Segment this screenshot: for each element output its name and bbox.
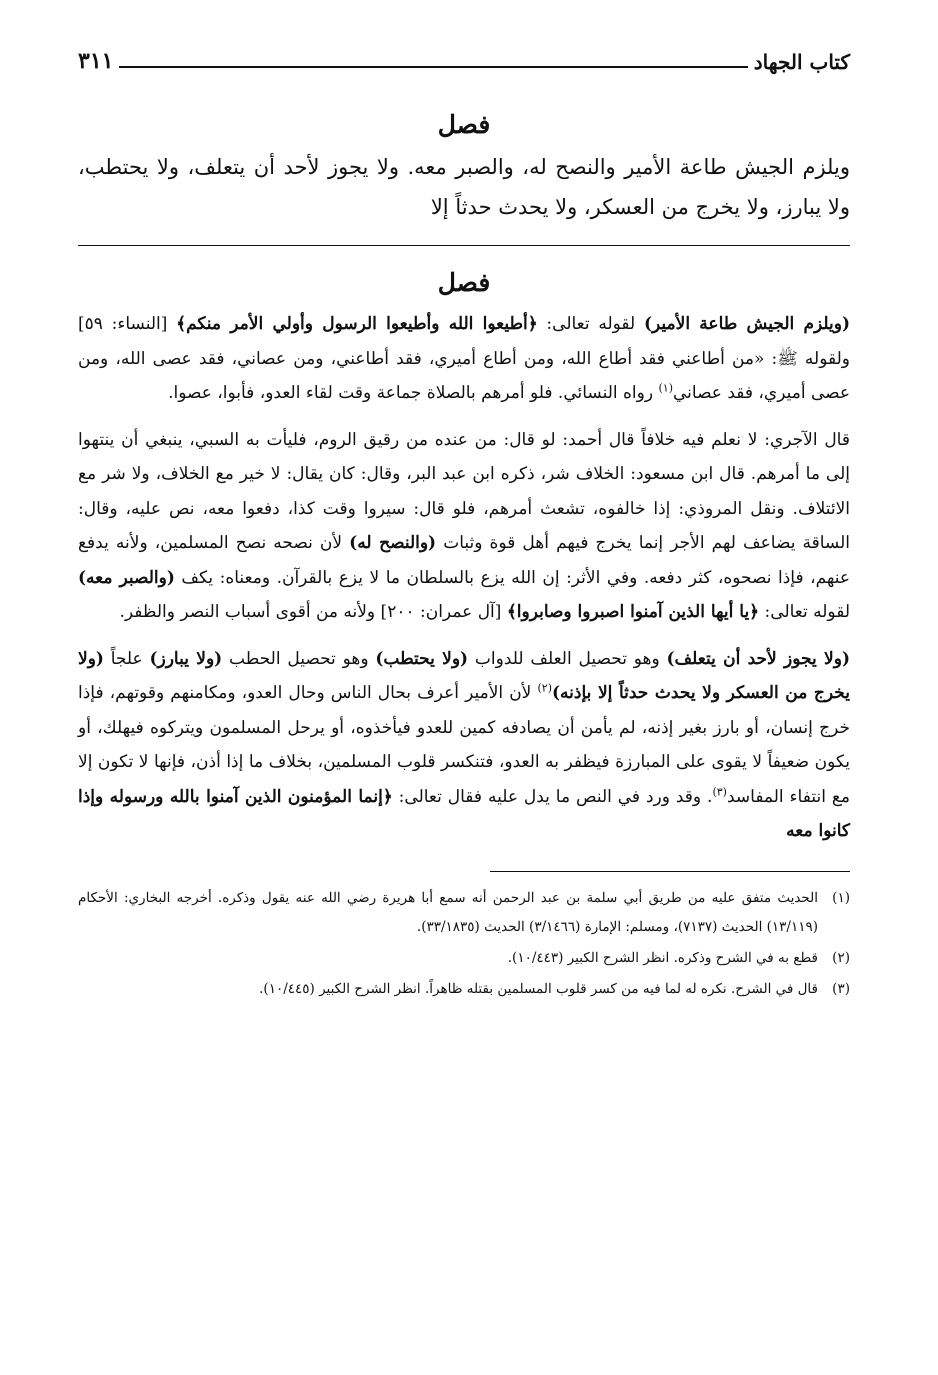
quoted-matn: (ولا يبارز) [149, 648, 223, 669]
commentary-text: وهو تحصيل العلف للدواب [468, 648, 667, 669]
footnote-number: (٢) [832, 949, 850, 966]
quoted-matn: (والصبر معه) [78, 567, 175, 588]
commentary-text: لقوله تعالى: [537, 314, 644, 334]
footnote-text: قطع به في الشرح وذكره. انظر الشرح الكبير (١٠/٤٤٣). [507, 949, 818, 966]
quoted-matn: (ولا يجوز لأحد أن يتعلف) [666, 648, 850, 669]
footnote-ref[interactable]: (١) [658, 381, 673, 395]
footnote-text: الحديث متفق عليه من طريق أبي سلمة بن عبد الرحمن أنه سمع أبا هريرة رضي الله عنه يقول وذكره. أخرجه البخاري: الأحكام (١٣/١١٩) الحديث (٧١٣٧)، ومسلم: الإمارة (٣/١٤٦٦) الحديث (٣٣/١٨٣٥). [78, 889, 818, 935]
footnote-divider [490, 871, 850, 872]
commentary-text: [النساء: ٥٩] ولقوله ﷺ: «من أطاعني فقد أطاع الله، ومن أطاع أميري، فقد أطاعني، ومن عصاني، فقد عصى الله، ومن عصى أميري، فقد عصاني [78, 314, 850, 403]
quoted-matn: (ولا يحتطب) [375, 648, 469, 669]
footnote-item [78, 975, 850, 1004]
commentary-text: لقوله تعالى: [759, 602, 850, 622]
footnote-text: قال في الشرح. نكره له لما فيه من كسر قلوب المسلمين بقتله ظاهراً. انظر الشرح الكبير (١٠/٤٤٥). [259, 980, 818, 997]
commentary-text: [آل عمران: ٢٠٠] ولأنه من أقوى أسباب النصر والظفر. [119, 602, 507, 622]
quran-verse: ﴿يا أيها الذين آمنوا اصبروا وصابروا﴾ [506, 602, 760, 622]
sharh-heading: فصل [437, 268, 491, 297]
footnote-number: (١) [832, 889, 850, 906]
commentary-text: علجاً [103, 648, 150, 669]
quoted-matn: (ويلزم الجيش طاعة الأمير) [643, 314, 850, 334]
quoted-matn: (ولا يخرج من العسكر ولا يحدث حدثاً إلا بإذنه) [78, 648, 850, 703]
footnote-item [78, 944, 850, 973]
footnote-item [78, 884, 850, 942]
header-rule [119, 66, 747, 68]
sharh-paragraph-2 [78, 423, 850, 630]
sharh-paragraph-3 [78, 642, 850, 849]
quoted-matn: (والنصح له) [349, 533, 437, 553]
commentary-text: رواه النسائي. فلو أمرهم بالصلاة جماعة وقت لقاء العدو، فأبوا، عصوا. [168, 383, 659, 403]
footnote-number: (٣) [832, 980, 850, 997]
matn-divider [78, 245, 850, 246]
footnote-ref[interactable]: (٢) [537, 681, 552, 695]
running-header [78, 40, 850, 74]
sharh-paragraph-1 [78, 307, 850, 411]
commentary-text: . وقد ورد في النص ما يدل عليه فقال تعالى: [392, 786, 713, 807]
footnote-ref[interactable]: (٣) [712, 784, 727, 798]
commentary-text: لأن الأمير أعرف بحال الناس وحال العدو، ومكامنهم وقوتهم، فإذا خرج إنسان، أو بارز بغير إذنه، لم يأمن أن يصادفه كمين للعدو فيأخذوه، أو يرحل المسلمون ويتركوه فيهلك، أو يكون ضعيفاً لا يقوى على المبارزة فيظفر به العدو، فتنكسر قلوب المسلمين، بخلاف ما إذا أذن، فإنها لا تكون إلا مع انتفاء المفاسد [78, 683, 850, 807]
commentary-text: وهو تحصيل الحطب [222, 648, 376, 669]
quran-verse: ﴿أطيعوا الله وأطيعوا الرسول وأولي الأمر منكم﴾ [176, 314, 538, 334]
book-title: كتاب الجهاد [753, 50, 850, 74]
commentary-text: لأن نصحه نصح المسلمين، ولأنه يدفع عنهم، فإذا نصحوه، كثر دفعه. وفي الأثر: إن الله يزع بالسلطان ما لا يزع بالقرآن. ومعناه: يكف [78, 533, 850, 588]
commentary-text: قال الآجري: لا نعلم فيه خلافاً قال أحمد: لو قال: من عنده من رقيق الروم، فليأت به السبي، ينبغي أن ينتهوا إلى ما أمرهم. قال ابن مسعود: الخلاف شر، ذكره ابن عبد البر، وقال: كان يقال: لا خير مع الخلاف، ولا شر مع الائتلاف. ونقل المروذي: إذا خالفوه، تشعث أمرهم، فلو قال: سيروا وقت كذا، دفعوا معه، نص عليه، وقال: الساقة يضاعف لهم الأجر إنما يخرج فيهم أهل قوة وثبات [78, 429, 850, 553]
quran-verse: ﴿إنما المؤمنون الذين آمنوا بالله ورسوله وإذا كانوا معه [78, 786, 850, 841]
matn-text: ويلزم الجيش طاعة الأمير والنصح له، والصبر معه. ولا يجوز لأحد أن يتعلف، ولا يحتطب، ولا يبارز، ولا يخرج من العسكر، ولا يحدث حدثاً إلا [78, 155, 850, 219]
footnotes [78, 884, 850, 1004]
matn-heading: فصل [437, 110, 491, 139]
page-number: ٣١١ [78, 48, 114, 74]
book-page [78, 40, 850, 1006]
